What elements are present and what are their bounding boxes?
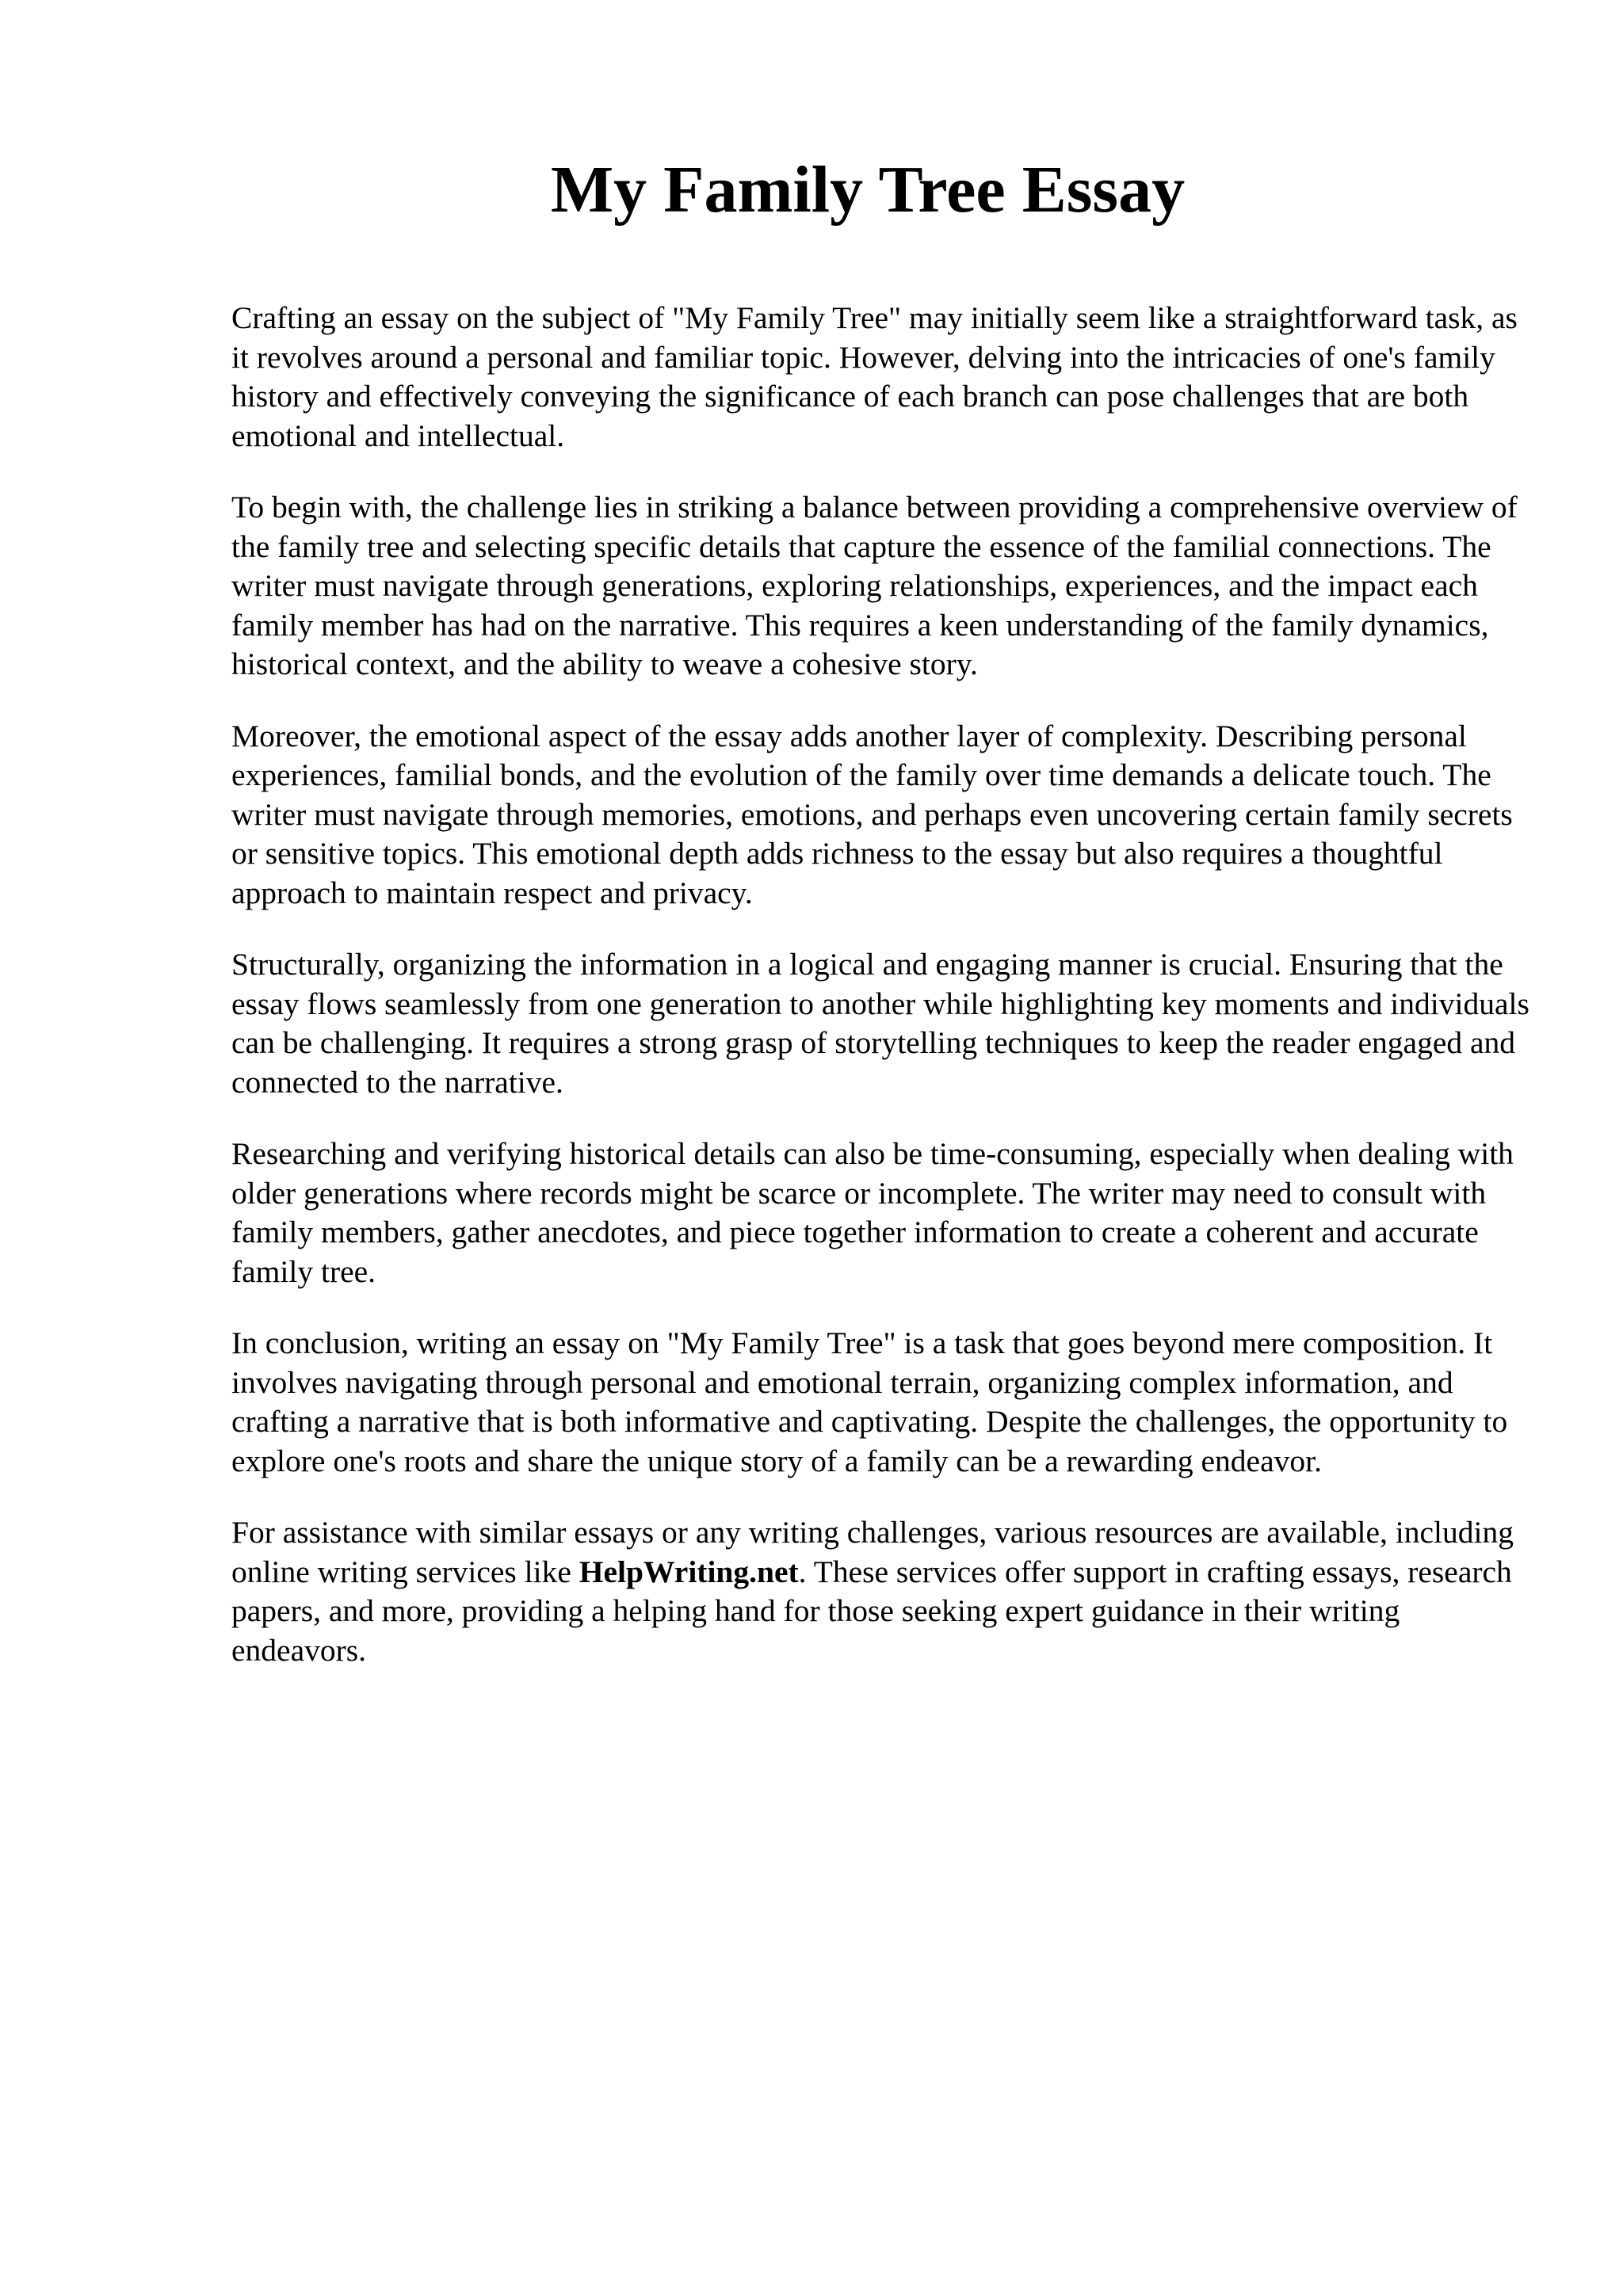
document-title: My Family Tree Essay (550, 153, 1186, 227)
paragraph-6: In conclusion, writing an essay on "My Family Tree" is a task that goes beyond mere composition. It involves navigating through personal and emotional terrain, organizing complex information, and crafting a narrative that is both informative and captivating. Despite the challenges, the opportunity to explore one's roots and share the unique story of a family can be a rewarding endeavor. (231, 1325, 1508, 1478)
paragraph-closing (231, 1513, 1531, 1670)
paragraph-3: Moreover, the emotional aspect of the essay adds another layer of complexity. Describing personal experiences, familial bonds, and the evolution of the family over time demands a delicate touch. The writer must navigate through memories, emotions, and perhaps even uncovering certain family secrets or sensitive topics. This emotional depth adds richness to the essay but also requires a thoughtful approach to maintain respect and privacy. (231, 718, 1513, 910)
paragraph-4: Structurally, organizing the information in a logical and engaging manner is crucial. Ensuring that the essay flows seamlessly from one generation to another while highlighting key moments and individuals can be challenging. It requires a strong grasp of storytelling techniques to keep the reader engaged and connected to the narrative. (231, 947, 1529, 1100)
helpwriting-link[interactable]: HelpWriting.net (579, 1554, 799, 1589)
paragraph-5: Researching and verifying historical details can also be time-consuming, especially when dealing with older generations where records might be scarce or incomplete. The writer may need to consult with family members, gather anecdotes, and piece together information to create a coherent and accurate family tree. (231, 1136, 1514, 1289)
paragraph-2: To begin with, the challenge lies in striking a balance between providing a comprehensive overview of the family tree and selecting specific details that capture the essence of the familial connections. The writer must navigate through generations, exploring relationships, experiences, and the impact each family member has had on the narrative. This requires a keen understanding of the family dynamics, historical context, and the ability to weave a cohesive story. (231, 490, 1518, 681)
paragraph-1: Crafting an essay on the subject of "My Family Tree" may initially seem like a straightforward task, as it revolves around a personal and familiar topic. However, delving into the intricacies of one's family history and effectively conveying the significance of each branch can pose challenges that are both emotional and intellectual. (231, 300, 1518, 453)
closing-text-before-link: For assistance with similar essays or any writing challenges, various resources are available, including online writing services like (231, 1515, 1514, 1589)
document-body (231, 299, 1531, 1703)
closing-text-after-link: . These services offer support in crafting essays, research papers, and more, providing a helping hand for those seeking expert guidance in their writing endeavors. (231, 1554, 1512, 1668)
